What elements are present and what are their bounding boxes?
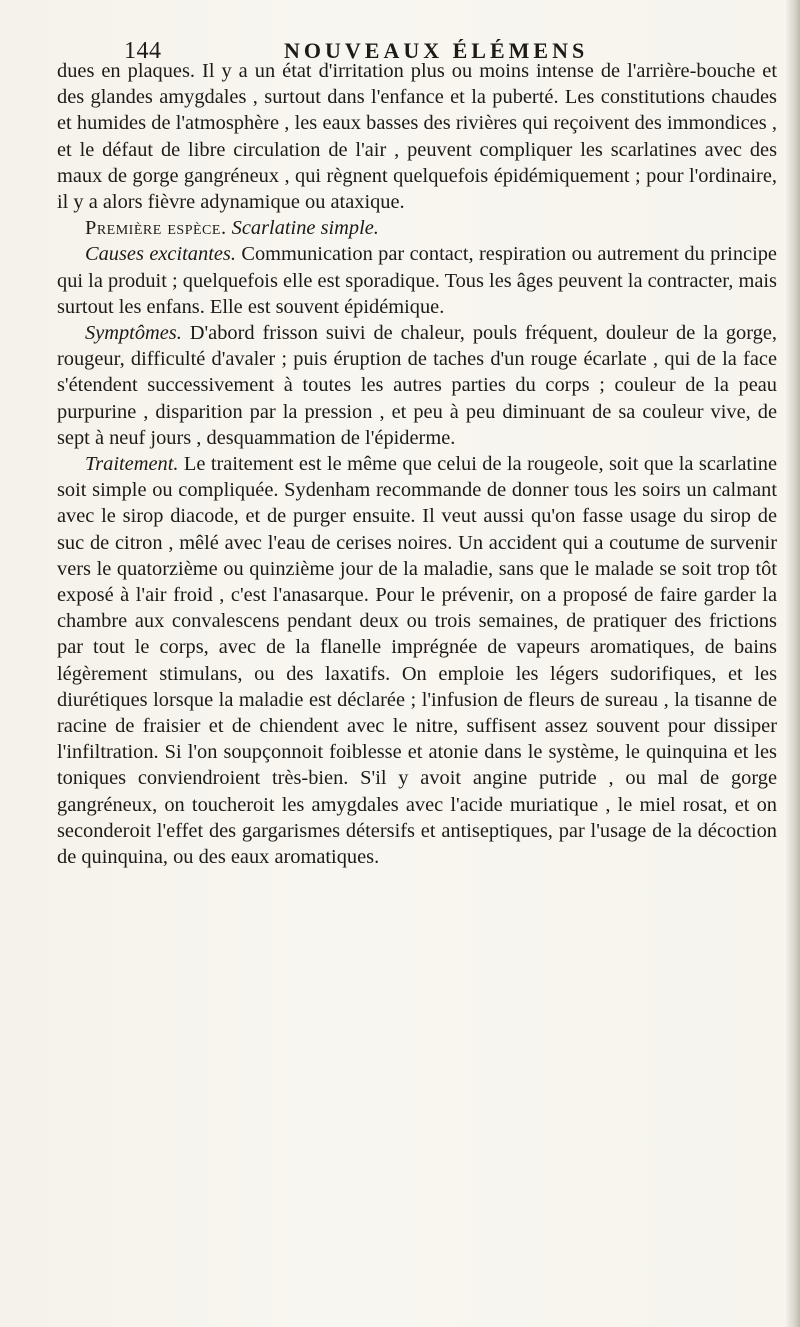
treatment-label: Traitement. [85,453,179,476]
section-label: Première espèce. [85,217,227,240]
page-number: 144 [124,38,162,64]
running-title: NOUVEAUX ÉLÉMENS [284,38,589,63]
symptoms-label: Symptômes. [85,322,182,345]
paragraph-treatment [57,451,777,870]
treatment-text: Le traitement est le même que celui de la rougeole, soit que la scarlatine soit simple ou compliquée. Sydenham recommande de donner tous les soirs un calmant avec le sirop diacode, et de purger ensuite. Il veut aussi qu'on fasse usage du sirop de suc de citron , mêlé avec l'eau de cerises noires. Un accident qui a coutume de survenir vers le quatorzième ou quinzième jour de la maladie, sans que le malade se soit trop tôt exposé à l'air froid , c'est l'anasarque. Pour le prévenir, on a proposé de faire garder la chambre aux convalescens pendant deux ou trois semaines, de pratiquer des frictions par tout le corps, avec de la flanelle imprégnée de vapeurs aromatiques, de bains légèrement stimulans, ou des laxatifs. On emploie les légers sudorifiques, et les diurétiques lorsque la maladie est déclarée ; l'infusion de fleurs de sureau , la tisanne de racine de fraisier et de chiendent avec le nitre, suffisent assez souvent pour dissiper l'infiltration. Si l'on soupçonnoit foiblesse et atonie dans le système, le quinquina et les toniques conviendroient très-bien. S'il y avoit angine putride , ou mal de gorge gangréneux, on toucheroit les amygdales avec l'acide muriatique , le miel rosat, et on seconderoit l'effet des gargarismes détersifs et antiseptiques, par l'usage de la décoction de quinquina, ou des eaux aromatiques. [57,453,777,869]
page-edge [786,0,800,1327]
causes-label: Causes excitantes. [85,243,236,266]
paragraph-causes [57,241,777,320]
causes-text: Communication par contact, respiration ou autrement du principe qui la produit ; quelquefois elle est sporadique. Tous les âges peuvent la contracter, mais surtout les enfans. Elle est souvent épidémique. [57,243,777,318]
section-title: Scarlatine simple. [231,217,379,240]
paragraph-continuation: dues en plaques. Il y a un état d'irritation plus ou moins intense de l'arrière-bouche et des glandes amygdales , surtout dans l'enfance et la puberté. Les constitutions chaudes et humides de l'atmosphère , les eaux basses des rivières qui reçoivent des immondices , et le défaut de libre circulation de l'air , peuvent compliquer les scarlatines avec des maux de gorge gangréneux , qui règnent quelquefois épidémiquement ; pour l'ordinaire, il y a alors fièvre adynamique ou ataxique. [57,60,777,214]
paragraph-symptoms [57,320,777,451]
body-text [57,58,777,870]
symptoms-text: D'abord frisson suivi de chaleur, pouls fréquent, douleur de la gorge, rougeur, difficulté d'avaler ; puis éruption de taches d'un rouge écarlate , qui de la face s'étendent successivement à toutes les autres parties du corps ; couleur de la peau purpurine , disparition par la pression , et peu à peu diminuant de sa couleur vive, de sept à neuf jours , desquammation de l'épiderme. [57,322,777,449]
section-heading [57,215,777,241]
